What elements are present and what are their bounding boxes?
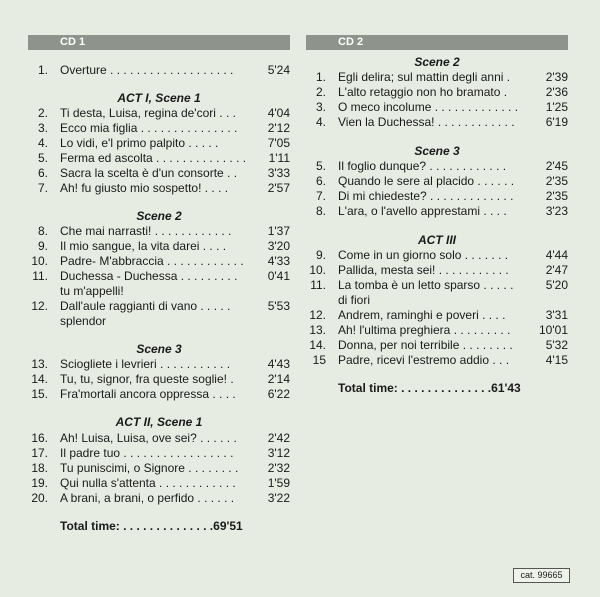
track-row — [28, 224, 290, 239]
track-number: 1. — [37, 63, 48, 77]
section-heading: Scene 3 — [136, 342, 182, 356]
track-title-text: Qui nulla s'attenta — [60, 476, 156, 490]
track-title — [338, 159, 506, 174]
track-title-text: Padre, ricevi l'estremo addio — [338, 353, 490, 367]
track-duration: 2'42 — [267, 431, 290, 445]
track-leader-dots: . . . . . . . . . . . . — [163, 254, 244, 268]
track-number: 18. — [31, 461, 48, 475]
track-number: 14. — [31, 372, 48, 386]
track-duration: 2'32 — [267, 461, 290, 475]
track-title — [60, 491, 234, 506]
track-number: 8. — [37, 224, 48, 238]
track-leader-dots: . . . . . — [480, 278, 514, 292]
track-row — [306, 278, 568, 293]
track-row — [28, 357, 290, 372]
track-duration: 5'20 — [545, 278, 568, 292]
track-row — [28, 121, 290, 136]
cd1-header: CD 1 — [28, 35, 290, 50]
track-row — [306, 85, 568, 100]
track-title-continuation: splendor — [60, 314, 107, 328]
section-heading: ACT I, Scene 1 — [117, 91, 201, 105]
track-leader-dots: . . . . . . — [196, 431, 237, 445]
track-number: 13. — [31, 357, 48, 371]
track-duration: 3'20 — [267, 239, 290, 253]
track-title — [60, 136, 218, 151]
track-title — [338, 204, 507, 219]
track-title — [338, 323, 510, 338]
track-row — [28, 181, 290, 196]
track-duration: 5'32 — [545, 338, 568, 352]
track-title-text: Pallida, mesta sei! — [338, 263, 436, 277]
track-title-text: A brani, a brani, o perfido — [60, 491, 195, 505]
track-leader-dots: . . . . . . . . . . . . — [151, 224, 232, 238]
total-time: 69'51 — [213, 519, 243, 533]
track-title-text: Dall'aule raggianti di vano — [60, 299, 198, 313]
track-row — [28, 372, 290, 387]
track-title-text: Come in un giorno solo — [338, 248, 462, 262]
section-heading: Scene 2 — [136, 209, 182, 223]
catalog-number: cat. 99665 — [513, 568, 570, 583]
track-row — [28, 106, 290, 121]
track-number: 6. — [37, 166, 48, 180]
track-duration: 10'01 — [539, 323, 568, 337]
track-duration: 7'05 — [267, 136, 290, 150]
track-row — [306, 204, 568, 219]
track-duration: 3'31 — [545, 308, 568, 322]
track-leader-dots: . . . . . . . . — [459, 338, 513, 352]
track-title — [338, 263, 509, 278]
track-title — [338, 85, 507, 100]
track-title-text: L'alto retaggio non ho bramato — [338, 85, 501, 99]
track-number: 11. — [32, 269, 48, 283]
track-title-text: Donna, per noi terribile — [338, 338, 460, 352]
track-row — [306, 115, 568, 130]
track-duration: 3'33 — [267, 166, 290, 180]
track-leader-dots: . . . . . . . . . . . . — [426, 159, 507, 173]
track-row — [306, 159, 568, 174]
track-title-text: Ah! Luisa, Luisa, ove sei? — [60, 431, 197, 445]
track-leader-dots: . . . . . — [197, 299, 231, 313]
track-leader-dots: . . . . — [199, 239, 227, 253]
track-title-text: Tu puniscimi, o Signore — [60, 461, 185, 475]
track-title — [338, 248, 508, 263]
track-title — [60, 121, 237, 136]
track-leader-dots: . . . . . . . . . . . . — [434, 115, 515, 129]
track-leader-dots: . . . . . . . . . . . — [156, 357, 231, 371]
section-heading: Scene 3 — [414, 144, 460, 158]
track-title-continuation: tu m'appelli! — [60, 284, 124, 298]
track-row — [28, 387, 290, 402]
track-leader-dots: . . . . . . . . . . . . . . . . . — [120, 446, 234, 460]
track-duration: 2'47 — [545, 263, 568, 277]
track-number: 17. — [31, 446, 48, 460]
track-title-text: Sacra la scelta è d'un consorte — [60, 166, 224, 180]
track-row — [28, 151, 290, 166]
total-label: Total time: — [338, 381, 398, 395]
track-leader-dots: . . — [223, 166, 238, 180]
track-number: 3. — [315, 100, 326, 114]
track-row — [306, 100, 568, 115]
track-row — [28, 446, 290, 461]
track-number: 16. — [31, 431, 48, 445]
track-duration: 4'43 — [267, 357, 290, 371]
track-title-text: L'ara, o l'avello apprestami — [338, 204, 480, 218]
track-leader-dots: . — [503, 70, 511, 84]
track-duration: 0'41 — [267, 269, 290, 283]
track-leader-dots: . . . . . . . . . . . — [435, 263, 509, 277]
track-leader-dots: . . . . . . . . . . . . . . . . . . . — [106, 63, 234, 77]
track-title — [60, 446, 233, 461]
track-number: 4. — [37, 136, 48, 150]
cd2-header: CD 2 — [306, 35, 568, 50]
track-leader-dots: . . . . . . . . . . . . — [155, 476, 236, 490]
track-row — [28, 476, 290, 491]
track-number: 10. — [31, 254, 48, 268]
track-leader-dots: . . . . . . . . . — [177, 269, 238, 283]
track-title-text: Ecco mia figlia — [60, 121, 138, 135]
track-number: 14. — [309, 338, 326, 352]
track-duration: 1'11 — [268, 151, 290, 165]
track-title-text: Ah! fu giusto mio sospetto! — [60, 181, 202, 195]
track-duration: 4'44 — [545, 248, 568, 262]
track-title — [338, 278, 513, 293]
track-row — [28, 299, 290, 314]
track-title-text: Padre- M'abbraccia — [60, 254, 164, 268]
track-leader-dots: . . . — [215, 106, 236, 120]
track-number: 5. — [37, 151, 48, 165]
track-number: 8. — [315, 204, 326, 218]
track-row — [28, 166, 290, 181]
track-title — [338, 174, 514, 189]
track-number: 12. — [309, 308, 326, 322]
track-title — [60, 476, 236, 491]
track-title-text: Il foglio dunque? — [338, 159, 427, 173]
track-leader-dots: . . . . . . . . — [184, 461, 239, 475]
track-duration: 2'36 — [545, 85, 568, 99]
track-duration: 6'19 — [545, 115, 568, 129]
track-number: 1. — [315, 70, 326, 84]
track-duration: 1'59 — [267, 476, 290, 490]
section-heading: ACT II, Scene 1 — [115, 415, 203, 429]
track-title-text: La tomba è un letto sparso — [338, 278, 481, 292]
track-number: 6. — [315, 174, 326, 188]
track-number: 10. — [309, 263, 326, 277]
track-title — [60, 166, 237, 181]
track-duration: 3'23 — [545, 204, 568, 218]
track-number: 15. — [31, 387, 48, 401]
track-title — [60, 63, 233, 78]
track-title-text: Overture — [60, 63, 107, 77]
track-row — [306, 308, 568, 323]
track-row — [306, 338, 568, 353]
track-title — [338, 353, 509, 368]
track-row — [306, 189, 568, 204]
track-duration: 2'45 — [545, 159, 568, 173]
track-leader-dots: . . . . . . . . . — [450, 323, 511, 337]
track-number: 9. — [37, 239, 48, 253]
track-duration: 4'33 — [267, 254, 290, 268]
track-title — [60, 224, 231, 239]
track-number: 12. — [31, 299, 48, 313]
total-label: Total time: — [60, 519, 120, 533]
track-row — [28, 254, 290, 269]
track-number: 7. — [315, 189, 326, 203]
track-title — [338, 100, 518, 115]
track-leader-dots: . . . . — [480, 204, 507, 218]
track-title-text: Andrem, raminghi e poveri — [338, 308, 479, 322]
track-row — [306, 174, 568, 189]
track-duration: 2'35 — [545, 189, 568, 203]
track-row — [306, 353, 568, 368]
track-number: 19. — [31, 476, 48, 490]
track-leader-dots: . . . — [489, 353, 510, 367]
track-row — [306, 263, 568, 278]
track-title-text: Il padre tuo — [60, 446, 121, 460]
track-title — [60, 254, 244, 269]
track-leader-dots: . . . . — [201, 181, 229, 195]
track-number: 3. — [37, 121, 48, 135]
total-time — [338, 381, 521, 396]
track-title-text: Vien la Duchessa! — [338, 115, 435, 129]
track-title — [60, 372, 234, 387]
track-title-text: Che mai narrasti! — [60, 224, 152, 238]
track-title-text: O meco incolume — [338, 100, 432, 114]
track-leader-dots: . — [226, 372, 234, 386]
track-title — [60, 431, 237, 446]
track-leader-dots: . . . . . . — [474, 174, 515, 188]
track-number: 9. — [315, 248, 326, 262]
track-title-text: Duchessa - Duchessa — [60, 269, 178, 283]
track-duration: 5'24 — [267, 63, 290, 77]
section-heading: Scene 2 — [414, 55, 460, 69]
track-title-text: Ferma ed ascolta — [60, 151, 153, 165]
track-title-text: Ah! l'ultima preghiera — [338, 323, 451, 337]
track-title-continuation: di fiori — [338, 293, 371, 307]
track-duration: 3'22 — [267, 491, 290, 505]
track-leader-dots: . . . . . . . . . . . . . . . — [137, 121, 238, 135]
track-title — [60, 151, 246, 166]
track-leader-dots: . . . . . . — [194, 491, 235, 505]
track-number: 2. — [315, 85, 326, 99]
track-duration: 2'39 — [545, 70, 568, 84]
track-duration: 1'25 — [545, 100, 568, 114]
track-duration: 2'35 — [545, 174, 568, 188]
track-number: 2. — [37, 106, 48, 120]
track-title-text: Fra'mortali ancora oppressa — [60, 387, 210, 401]
track-title — [338, 189, 513, 204]
track-leader-dots: . . . . . . . — [461, 248, 509, 262]
track-title — [338, 338, 513, 353]
track-row — [306, 248, 568, 263]
track-duration: 1'37 — [267, 224, 290, 238]
track-title — [60, 357, 230, 372]
track-title-text: Tu, tu, signor, fra queste soglie! — [60, 372, 227, 386]
track-number: 4. — [315, 115, 326, 129]
track-leader-dots: . . . . . . . . . . . . . — [426, 189, 514, 203]
track-title-text: Ti desta, Luisa, regina de'cori — [60, 106, 216, 120]
track-leader-dots: . . . . . . . . . . . . . . — [152, 151, 247, 165]
track-leader-dots: . . . . — [478, 308, 506, 322]
track-row — [28, 239, 290, 254]
track-leader-dots: . — [500, 85, 508, 99]
track-duration: 4'15 — [545, 353, 568, 367]
track-row — [28, 269, 290, 284]
track-duration: 6'22 — [267, 387, 290, 401]
track-title-text: Lo vidi, e'l primo palpito — [60, 136, 186, 150]
track-number: 20. — [31, 491, 48, 505]
track-title-text: Sciogliete i levrieri — [60, 357, 157, 371]
track-duration: 2'14 — [267, 372, 290, 386]
track-number: 7. — [37, 181, 48, 195]
track-title-text: Di mi chiedeste? — [338, 189, 427, 203]
total-time — [60, 519, 243, 534]
track-title — [60, 269, 237, 284]
total-dots: . . . . . . . . . . . . . . — [397, 381, 492, 395]
track-row — [28, 491, 290, 506]
track-leader-dots: . . . . . . . . . . . . . — [431, 100, 519, 114]
track-title — [338, 308, 505, 323]
track-title — [338, 70, 510, 85]
section-heading: ACT III — [418, 233, 456, 247]
track-number: 15 — [312, 353, 326, 367]
track-title — [60, 181, 228, 196]
track-number: 5. — [315, 159, 326, 173]
track-duration: 4'04 — [267, 106, 290, 120]
track-row — [28, 461, 290, 476]
track-title — [60, 387, 236, 402]
track-leader-dots: . . . . — [209, 387, 236, 401]
track-row — [28, 63, 290, 78]
track-title-text: Egli delira; sul mattin degli anni — [338, 70, 504, 84]
track-leader-dots: . . . . . — [185, 136, 219, 150]
total-time: 61'43 — [491, 381, 521, 395]
track-number: 11. — [310, 278, 326, 292]
track-row — [28, 136, 290, 151]
track-title — [338, 115, 515, 130]
track-row — [28, 431, 290, 446]
track-number: 13. — [309, 323, 326, 337]
track-title — [60, 106, 236, 121]
track-title-text: Quando le sere al placido — [338, 174, 475, 188]
track-duration: 5'53 — [267, 299, 290, 313]
track-title — [60, 461, 238, 476]
total-dots: . . . . . . . . . . . . . . — [119, 519, 214, 533]
track-title — [60, 299, 230, 314]
track-duration: 3'12 — [267, 446, 290, 460]
track-title-text: Il mio sangue, la vita darei — [60, 239, 200, 253]
track-duration: 2'12 — [267, 121, 290, 135]
track-title — [60, 239, 226, 254]
track-row — [306, 70, 568, 85]
track-duration: 2'57 — [267, 181, 290, 195]
track-row — [306, 323, 568, 338]
